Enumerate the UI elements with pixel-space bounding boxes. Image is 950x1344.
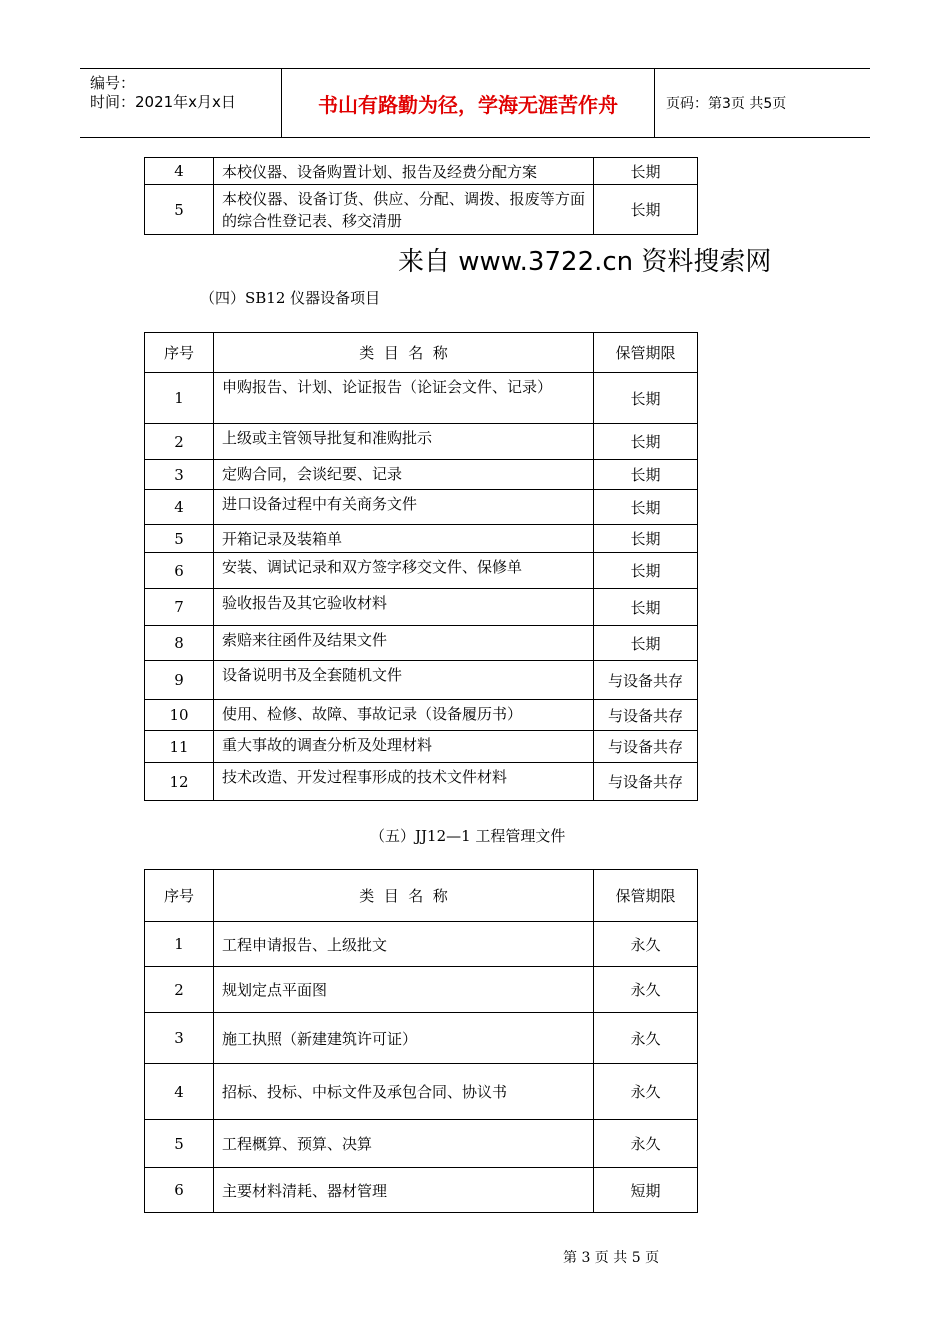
column-header-period: 保管期限 bbox=[594, 333, 698, 373]
row-period: 与设备共存 bbox=[594, 731, 698, 763]
column-header-period: 保管期限 bbox=[594, 870, 698, 922]
row-name: 重大事故的调查分析及处理材料 bbox=[214, 731, 594, 763]
row-name: 规划定点平面图 bbox=[214, 967, 594, 1013]
row-period: 短期 bbox=[594, 1168, 698, 1213]
row-name: 设备说明书及全套随机文件 bbox=[214, 661, 594, 700]
table-row bbox=[145, 922, 698, 967]
row-period: 长期 bbox=[594, 460, 698, 490]
row-period: 长期 bbox=[594, 553, 698, 589]
row-period: 永久 bbox=[594, 1064, 698, 1120]
row-number: 10 bbox=[145, 700, 214, 731]
table-section4 bbox=[144, 332, 698, 801]
column-header-name: 类 目 名 称 bbox=[214, 333, 594, 373]
column-header-number: 序号 bbox=[145, 870, 214, 922]
table-row bbox=[145, 731, 698, 763]
row-period: 长期 bbox=[594, 490, 698, 525]
row-number: 12 bbox=[145, 763, 214, 801]
row-period: 永久 bbox=[594, 1120, 698, 1168]
row-name: 工程概算、预算、决算 bbox=[214, 1120, 594, 1168]
table-row bbox=[145, 185, 698, 235]
row-period: 永久 bbox=[594, 922, 698, 967]
header-motto: 书山有路勤为径，学海无涯苦作舟 bbox=[282, 69, 655, 137]
table-header-row bbox=[145, 333, 698, 373]
row-name: 定购合同，会谈纪要、记录 bbox=[214, 460, 594, 490]
section5-title: （五）JJ12—1 工程管理文件 bbox=[370, 827, 566, 845]
watermark-text: 来自 www.3722.cn 资料搜索网 bbox=[398, 247, 772, 277]
doc-number-label: 编号： bbox=[90, 74, 136, 92]
row-period: 长期 bbox=[594, 158, 698, 185]
table-row bbox=[145, 1013, 698, 1064]
row-name: 上级或主管领导批复和准购批示 bbox=[214, 424, 594, 460]
row-number: 9 bbox=[145, 661, 214, 700]
row-number: 2 bbox=[145, 967, 214, 1013]
row-period: 与设备共存 bbox=[594, 700, 698, 731]
table-header-row bbox=[145, 870, 698, 922]
row-period: 长期 bbox=[594, 424, 698, 460]
table-row bbox=[145, 460, 698, 490]
row-name: 安装、调试记录和双方签字移交文件、保修单 bbox=[214, 553, 594, 589]
row-name: 索赔来往函件及结果文件 bbox=[214, 626, 594, 661]
row-name: 开箱记录及装箱单 bbox=[214, 525, 594, 553]
table-row bbox=[145, 158, 698, 185]
row-number: 3 bbox=[145, 1013, 214, 1064]
row-name: 施工执照（新建建筑许可证） bbox=[214, 1013, 594, 1064]
table-row bbox=[145, 490, 698, 525]
row-number: 4 bbox=[145, 1064, 214, 1120]
row-period: 长期 bbox=[594, 373, 698, 424]
row-name: 技术改造、开发过程事形成的技术文件材料 bbox=[214, 763, 594, 801]
row-number: 3 bbox=[145, 460, 214, 490]
row-number: 7 bbox=[145, 589, 214, 626]
row-number: 5 bbox=[145, 1120, 214, 1168]
row-number: 8 bbox=[145, 626, 214, 661]
table-row bbox=[145, 553, 698, 589]
table-row bbox=[145, 700, 698, 731]
row-number: 5 bbox=[145, 525, 214, 553]
row-name: 招标、投标、中标文件及承包合同、协议书 bbox=[214, 1064, 594, 1120]
row-number: 6 bbox=[145, 553, 214, 589]
table-row bbox=[145, 1064, 698, 1120]
page-footer: 第 3 页 共 5 页 bbox=[563, 1250, 660, 1266]
row-name: 工程申请报告、上级批文 bbox=[214, 922, 594, 967]
row-name: 本校仪器、设备订货、供应、分配、调拨、报废等方面的综合性登记表、移交清册 bbox=[214, 185, 594, 235]
doc-time-label: 时间：2021年x月x日 bbox=[90, 93, 236, 111]
row-period: 永久 bbox=[594, 967, 698, 1013]
table-row bbox=[145, 661, 698, 700]
table-row bbox=[145, 1120, 698, 1168]
row-number: 4 bbox=[145, 490, 214, 525]
row-period: 长期 bbox=[594, 185, 698, 235]
section4-title: （四）SB12 仪器设备项目 bbox=[200, 289, 381, 307]
row-period: 永久 bbox=[594, 1013, 698, 1064]
row-name: 使用、检修、故障、事故记录（设备履历书） bbox=[214, 700, 594, 731]
row-period: 长期 bbox=[594, 525, 698, 553]
table-row bbox=[145, 626, 698, 661]
row-period: 与设备共存 bbox=[594, 763, 698, 801]
table-row bbox=[145, 1168, 698, 1213]
table-row bbox=[145, 424, 698, 460]
table-section5 bbox=[144, 869, 698, 1213]
table-row bbox=[145, 589, 698, 626]
row-name: 验收报告及其它验收材料 bbox=[214, 589, 594, 626]
row-period: 长期 bbox=[594, 589, 698, 626]
table-row bbox=[145, 525, 698, 553]
row-name: 进口设备过程中有关商务文件 bbox=[214, 490, 594, 525]
row-name: 主要材料清耗、器材管理 bbox=[214, 1168, 594, 1213]
row-number: 5 bbox=[145, 185, 214, 235]
row-number: 2 bbox=[145, 424, 214, 460]
row-period: 与设备共存 bbox=[594, 661, 698, 700]
row-number: 11 bbox=[145, 731, 214, 763]
row-period: 长期 bbox=[594, 626, 698, 661]
header-page-info: 页码：第3页 共5页 bbox=[666, 96, 787, 112]
table-row bbox=[145, 763, 698, 801]
row-name: 本校仪器、设备购置计划、报告及经费分配方案 bbox=[214, 158, 594, 185]
row-number: 6 bbox=[145, 1168, 214, 1213]
page-header bbox=[80, 68, 870, 138]
table-row bbox=[145, 373, 698, 424]
row-number: 1 bbox=[145, 373, 214, 424]
header-meta bbox=[80, 69, 282, 137]
row-number: 1 bbox=[145, 922, 214, 967]
table-continued bbox=[144, 157, 698, 235]
column-header-name: 类 目 名 称 bbox=[214, 870, 594, 922]
row-number: 4 bbox=[145, 158, 214, 185]
table-row bbox=[145, 967, 698, 1013]
row-name: 申购报告、计划、论证报告（论证会文件、记录） bbox=[214, 373, 594, 424]
column-header-number: 序号 bbox=[145, 333, 214, 373]
